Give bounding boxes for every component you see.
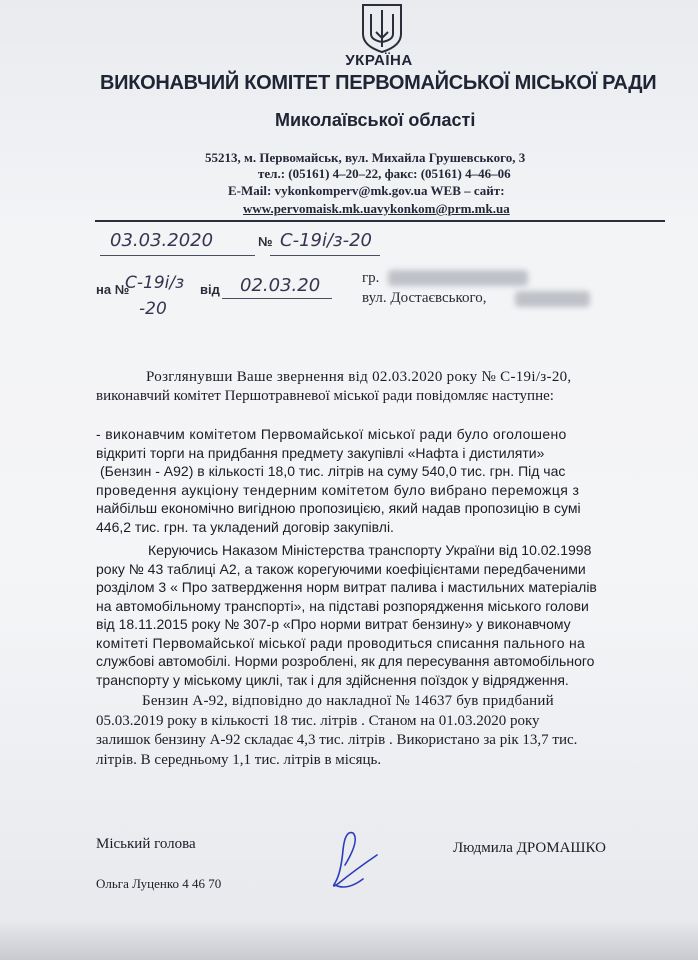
letterhead-web: www.pervomaisk.mk.uavykonkom@prm.mk.ua [243, 201, 510, 216]
letterhead-country: УКРАЇНА [345, 52, 413, 69]
addressee-street: вул. Достаєвського, [362, 290, 487, 306]
letterhead-divider [95, 220, 665, 222]
signatory-name: Людмила ДРОМАШКО [453, 840, 607, 856]
letterhead-phone: тел.: (05161) 4–20–22, факс: (05161) 4–46–06 [258, 166, 511, 181]
letterhead-address: 55213, м. Первомайськ, вул. Михайла Грушевського, 3 [205, 150, 526, 165]
in-reply-date-underline [222, 298, 332, 299]
in-reply-from-label: від [200, 282, 220, 297]
outgoing-date: 03.03.2020 [110, 230, 214, 251]
letterhead-oblast: Миколаївської області [275, 110, 476, 130]
redacted-house-number [515, 291, 590, 307]
in-reply-number [125, 270, 205, 322]
letterhead-email: E-Mail: vykonkomperv@mk.gov.ua WEB – сайт: [228, 183, 505, 198]
outgoing-number-label: № [258, 234, 273, 249]
handwritten-signature [305, 825, 395, 895]
in-reply-label: на № [96, 282, 130, 297]
date-underline [100, 255, 255, 256]
signatory-position: Міський голова [96, 836, 196, 852]
outgoing-number: С-19і/з-20 [280, 230, 373, 251]
consumption-paragraph: Бензин А-92, відповідно до накладної № 14637 був придбаний 05.03.2019 року в кількості 18 тис. літрів . Станом на 01.03.2020 року залишок бензину А-92 складає 4,3 тис. літрів . Використано за рік 13,7 тис. літрів. В середньому 1,1 тис. літрів в місяць. [96, 693, 578, 768]
page-shadow [0, 920, 698, 960]
trident-coat-of-arms-icon [357, 2, 407, 54]
intro-paragraph: Розглянувши Ваше звернення від 02.03.2020 року № С-19і/з-20, виконавчий комітет Першотравневої міської ради повідомляє наступне: [96, 369, 572, 404]
number-underline [270, 255, 380, 256]
fuel-norms-paragraph: Керуючись Наказом Міністерства транспорту України від 10.02.1998 року № 43 таблиці А2, а також корегуючими коефіцієнтами передбаченими розділом 3 « Про затвердження норм витрат палива і мастильних матеріалів на автомобільному транспорті», на підставі розпорядження міського голови від 18.11.2015 року № 307-р «Про норми витрат бензину» у виконавчому комітеті Первомайської міської ради проводиться списання пального на службові автомобілі. Норми розроблені, як для пересування автомобільного транспорту у міському циклі, так і для здійснення поїздок у відрядження. [96, 542, 597, 688]
redacted-name [388, 270, 528, 286]
letterhead-committee: ВИКОНАВЧИЙ КОМІТЕТ ПЕРВОМАЙСЬКОЇ МІСЬКОЇ РАДИ [100, 72, 657, 94]
tender-paragraph: - виконавчим комітетом Первомайської міської ради було оголошено відкриті торги на придбання предмету закупівлі «Нафта і дистиляти» (Бензин - А92) в кількості 18,0 тис. літрів на суму 540,0 тис. грн. Під час проведення аукціону тендерним комітетом було вибрано переможця з найбільш економічно вигідною пропозицією, який надав пропозицію в сумі 446,2 тис. грн. та укладений договір закупівлі. [96, 426, 581, 535]
in-reply-number-line1: С-19і/з [125, 273, 185, 293]
addressee-name-label: гр. [362, 270, 380, 286]
executor-contact: Ольга Луценко 4 46 70 [96, 876, 222, 891]
in-reply-date: 02.03.20 [240, 275, 321, 296]
in-reply-number-line2: -20 [139, 299, 167, 319]
